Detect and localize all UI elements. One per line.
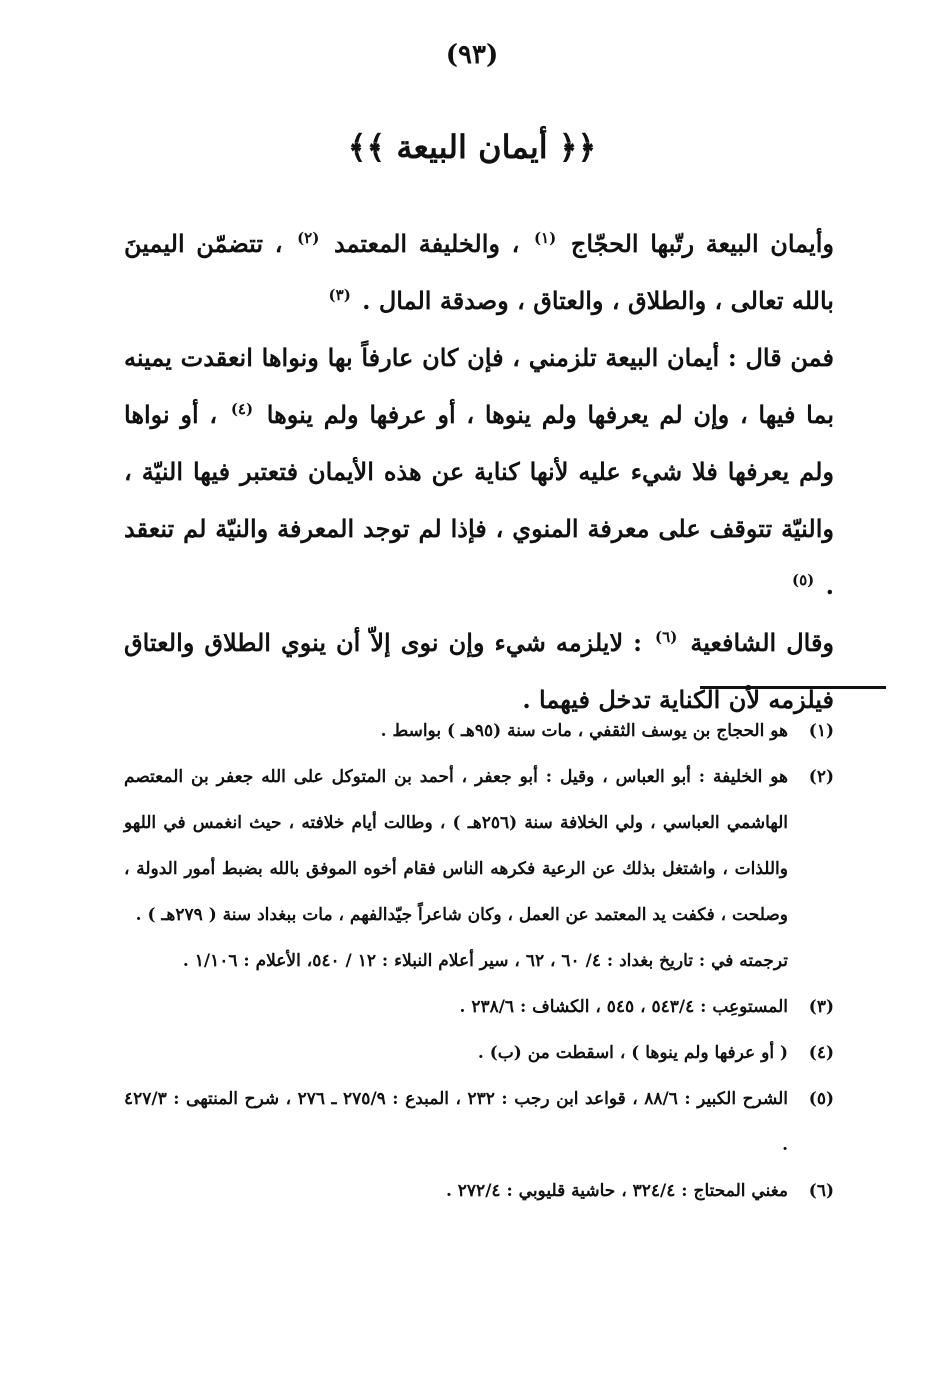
footnote-text: هو الحجاج بن يوسف الثقفي ، مات سنة (٩٥هـ ) بواسط . bbox=[380, 721, 788, 741]
footnote-text: مغني المحتاج : ٣٢٤/٤ ، حاشية قليوبي : ٢٧٢/٤ . bbox=[445, 1181, 788, 1201]
body-text bbox=[124, 215, 834, 728]
footnotes bbox=[124, 708, 834, 1214]
footnote-item bbox=[124, 1030, 834, 1076]
footnote-text: ( أو عرفها ولم ينوها ) ، اسقطت من (ب) . bbox=[477, 1043, 788, 1063]
footnote-number: (٢) bbox=[808, 767, 834, 787]
footnote-item bbox=[124, 754, 834, 938]
footnote-text: هو الخليفة : أبو العباس ، وقيل : أبو جعفر ، أحمد بن المتوكل على الله جعفر بن المعتصم الهاشمي العباسي ، ولي الخلافة سنة (٢٥٦هـ ) ، وطالت أيام خلافته ، حيث انغمس في اللهو واللذات ، واشتغل بذلك عن الرعية فكرهه الناس فقام أخوه الموفق بالله بضبط أمور الدولة ، وصلحت ، فكفت يد المعتمد عن العمل ، وكان شاعراً جيّدالفهم ، مات ببغداد سنة ( ٢٧٩هـ ) . bbox=[124, 767, 788, 925]
paragraph-text: ، تتضمّن اليمينَ بالله تعالى ، والطلاق ، والعتاق ، وصدقة المال . bbox=[124, 229, 834, 315]
page-number: (٩٣) bbox=[445, 40, 499, 70]
footnote-number: (١) bbox=[808, 721, 834, 741]
footnote-ref-5: (٥) bbox=[792, 571, 815, 589]
footnote-item bbox=[124, 708, 834, 754]
footnote-ref-6: (٦) bbox=[655, 628, 678, 646]
footnote-number: (٤) bbox=[808, 1043, 834, 1063]
paragraph-1 bbox=[124, 215, 834, 329]
footnote-number: (٣) bbox=[808, 997, 834, 1017]
footnote-text: الشرح الكبير : ٨٨/٦ ، قواعد ابن رجب : ٢٣٢ ، المبدع : ٢٧٥/٩ ـ ٢٧٦ ، شرح المنتهى : ٤٢٧/٣ . bbox=[124, 1089, 789, 1155]
paragraph-text: وأيمان البيعة رتّبها الحجّاج bbox=[570, 229, 834, 258]
footnote-number: (٥) bbox=[808, 1089, 834, 1109]
footnote-ref-3: (٣) bbox=[328, 286, 351, 304]
paragraph-2 bbox=[124, 329, 834, 614]
footnote-continuation: ترجمته في : تاريخ بغداد : ٤/ ٦٠ ، ٦٢ ، سير أعلام النبلاء : ١٢ / ٥٤٠، الأعلام : ١/١٠٦ . bbox=[182, 951, 788, 971]
footnote-number: (٦) bbox=[808, 1181, 834, 1201]
paragraph-text: ، والخليفة المعتمد bbox=[333, 229, 520, 258]
paragraph-text: : لايلزمه شيء وإن نوى إلاّ أن ينوي الطلاق والعتاق فيلزمه لأن الكناية تدخل فيهما . bbox=[124, 628, 834, 714]
footnote-item bbox=[124, 1168, 834, 1214]
footnote-ref-2: (٢) bbox=[297, 229, 320, 247]
paragraph-text: وقال الشافعية bbox=[690, 628, 835, 657]
footnote-text: المستوعِب : ٥٤٣/٤ ، ٥٤٥ ، الكشاف : ٢٣٨/٦ . bbox=[459, 997, 788, 1017]
footnote-separator bbox=[700, 686, 886, 689]
footnote-ref-4: (٤) bbox=[230, 400, 254, 418]
chapter-title: ﴿﴿ أيمان البيعة ﴾﴾ bbox=[347, 128, 597, 166]
footnote-item bbox=[124, 984, 834, 1030]
footnote-item bbox=[124, 1076, 834, 1168]
footnote-ref-1: (١) bbox=[533, 229, 557, 247]
paragraph-text: فمن قال : أيمان البيعة تلزمني ، فإن كان عارفاً بها ونواها انعقدت يمينه بما فيها ، وإن لم يعرفها ولم ينوها ، أو عرفها ولم ينوها bbox=[124, 343, 835, 429]
paragraph-text: ، أو نواها ولم يعرفها فلا شيء عليه لأنها كناية عن هذه الأيمان فتعتبر فيها النيّة ، والنيّة تتوقف على معرفة المنوي ، فإذا لم توجد المعرفة والنيّة لم تنعقد . bbox=[124, 400, 834, 600]
